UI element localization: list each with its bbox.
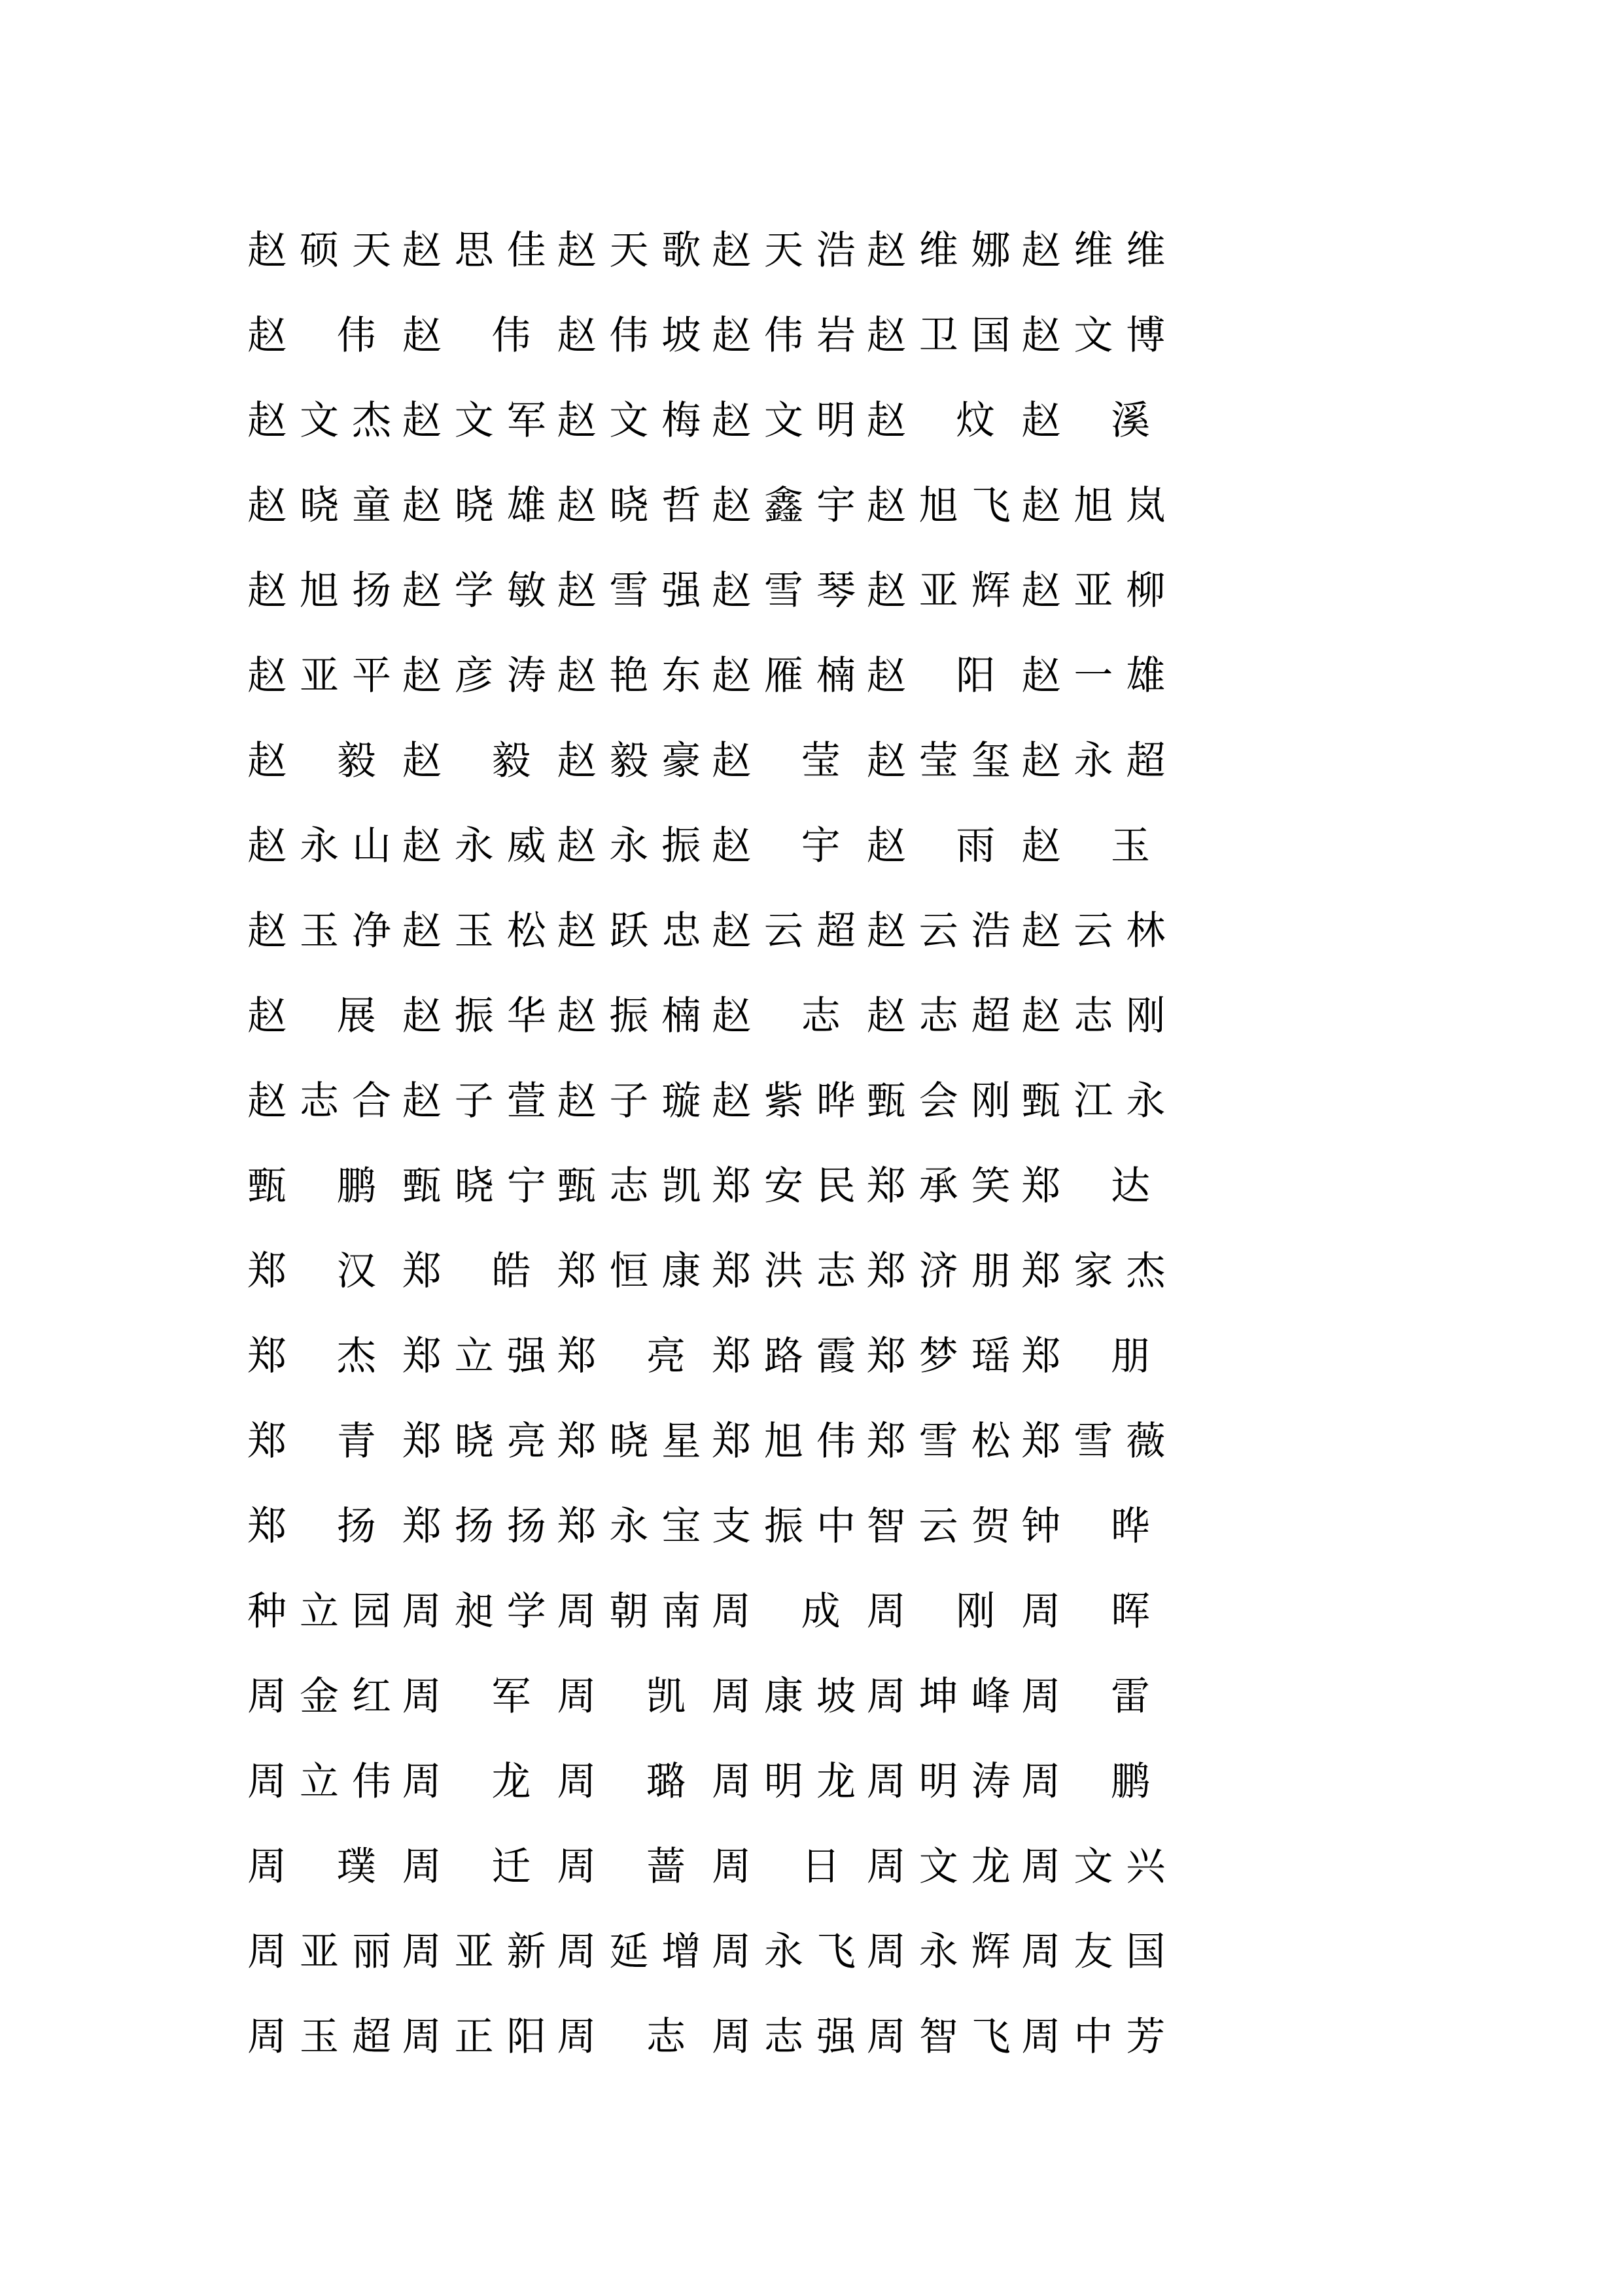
name-entry: 郑 扬 扬 [402,1504,546,1549]
name-entry: 郑 青 [247,1419,376,1464]
name-entry: 赵 文 明 [711,398,856,444]
name-entry: 赵 子 萱 [402,1078,546,1124]
name-entry: 周 志 强 [712,2014,856,2060]
name-entry: 周 友 国 [1021,1929,1166,1975]
name-row [247,1314,1176,1399]
name-entry: 郑 安 民 [711,1163,856,1209]
name-row [247,208,1176,293]
name-entry: 周 璞 [247,1844,376,1890]
name-entry: 周 智 飞 [866,2014,1011,2060]
name-entry: 赵 亚 柳 [1021,568,1166,614]
name-row [247,1484,1176,1569]
name-entry: 赵 伟 坡 [557,313,701,359]
name-entry: 赵 宇 [711,823,841,869]
name-entry: 郑 承 笑 [866,1163,1011,1209]
name-entry: 郑 晓 星 [557,1419,701,1464]
name-row [247,1144,1176,1229]
name-entry: 赵 学 敏 [402,568,546,614]
name-entry: 周 坤 峰 [866,1674,1011,1720]
name-entry: 周 凯 [557,1674,686,1720]
name-entry: 周 明 涛 [866,1759,1011,1805]
name-entry: 赵 晓 哲 [557,483,701,529]
name-entry: 钟 晔 [1021,1504,1150,1549]
name-entry: 周 康 坡 [712,1674,856,1720]
name-entry: 赵 天 浩 [712,228,856,274]
name-entry: 周 玉 超 [247,2014,391,2060]
name-row [247,974,1176,1059]
name-entry: 赵 晓 童 [247,483,391,529]
name-entry: 赵 跃 忠 [557,908,701,954]
name-entry: 赵 永 振 [557,823,701,869]
name-entry: 郑 雪 薇 [1021,1419,1166,1464]
name-entry: 赵 志 [711,993,841,1039]
name-entry: 周 军 [402,1674,531,1720]
name-row [247,718,1176,804]
name-row [247,463,1176,548]
name-entry: 赵 展 [247,993,376,1039]
name-entry: 赵 文 杰 [247,398,391,444]
name-entry: 赵 雪 琴 [712,568,856,614]
name-entry: 赵 文 博 [1021,313,1166,359]
name-entry: 周 文 兴 [1021,1844,1166,1890]
name-entry: 赵 亚 平 [247,653,391,699]
name-entry: 赵 永 山 [247,823,391,869]
name-row [247,889,1176,974]
name-entry: 赵 旭 扬 [247,568,391,614]
name-entry: 甄 江 永 [1021,1078,1166,1124]
name-entry: 赵 伟 [247,313,376,359]
name-entry: 赵 玉 松 [402,908,546,954]
name-entry: 赵 子 璇 [557,1078,701,1124]
name-entry: 郑 达 [1021,1163,1150,1209]
name-entry: 赵 文 梅 [557,398,701,444]
name-entry: 赵 志 超 [866,993,1011,1039]
name-entry: 种 立 园 [247,1589,391,1634]
name-entry: 赵 伟 [402,313,531,359]
name-entry: 周 永 飞 [712,1929,856,1975]
name-entry: 赵 亚 辉 [866,568,1011,614]
name-entry: 郑 晓 亮 [402,1419,546,1464]
name-entry: 赵 云 超 [712,908,856,954]
name-entry: 周 立 伟 [247,1759,391,1805]
name-entry: 赵 志 合 [247,1078,391,1124]
name-entry: 甄 志 凯 [557,1163,701,1209]
name-entry: 周 蔷 [557,1844,686,1890]
name-entry: 郑 杰 [247,1333,376,1379]
name-row [247,1824,1176,1909]
name-entry: 周 明 龙 [712,1759,856,1805]
name-entry: 赵 一 雄 [1021,653,1166,699]
name-entry: 赵 鑫 宇 [712,483,856,529]
name-entry: 赵 毅 豪 [557,738,701,784]
name-entry: 赵 永 超 [1021,738,1166,784]
name-entry: 赵 莹 玺 [866,738,1011,784]
name-list [247,208,1176,2079]
name-entry: 周 金 红 [247,1674,391,1720]
name-entry: 郑 皓 [402,1248,531,1294]
name-entry: 赵 天 歌 [557,228,701,274]
name-entry: 赵 晓 雄 [402,483,546,529]
name-row [247,1654,1176,1739]
name-entry: 周 刚 [866,1589,996,1634]
name-entry: 智 云 贺 [866,1504,1011,1549]
name-row [247,804,1176,889]
name-entry: 赵 阳 [866,653,996,699]
name-entry: 赵 玉 净 [247,908,391,954]
name-entry: 郑 路 霞 [712,1333,856,1379]
name-entry: 赵 雪 强 [557,568,701,614]
name-entry: 郑 朋 [1021,1333,1151,1379]
name-entry: 赵 文 军 [402,398,546,444]
name-row [247,1059,1176,1144]
name-entry: 郑 汉 [247,1248,376,1294]
name-entry: 赵 伟 岩 [712,313,856,359]
name-row [247,1909,1176,1994]
name-entry: 甄 晓 宁 [402,1163,546,1209]
name-entry: 赵 云 浩 [866,908,1011,954]
name-entry: 周 昶 学 [402,1589,546,1634]
name-entry: 赵 维 维 [1021,228,1166,274]
name-entry: 赵 艳 东 [557,653,701,699]
name-entry: 周 龙 [402,1759,531,1805]
name-entry: 郑 梦 瑶 [866,1333,1011,1379]
name-entry: 周 亚 丽 [247,1929,391,1975]
name-entry: 甄 鹏 [247,1163,376,1209]
name-entry: 周 晖 [1021,1589,1151,1634]
name-entry: 赵 毅 [402,738,531,784]
name-entry: 郑 立 强 [402,1333,546,1379]
name-entry: 赵 玉 [1021,823,1151,869]
name-row [247,633,1176,718]
name-entry: 支 振 中 [711,1504,856,1549]
name-entry: 周 雷 [1021,1674,1151,1720]
name-entry: 郑 旭 伟 [712,1419,856,1464]
name-entry: 周 延 增 [557,1929,701,1975]
name-entry: 周 亚 新 [402,1929,546,1975]
name-entry: 周 日 [712,1844,841,1890]
name-entry: 郑 永 宝 [557,1504,701,1549]
name-entry: 周 文 龙 [866,1844,1011,1890]
name-entry: 赵 维 娜 [866,228,1011,274]
name-entry: 赵 卫 国 [866,313,1011,359]
name-entry: 周 中 芳 [1021,2014,1166,2060]
name-row [247,293,1176,378]
name-entry: 郑 洪 志 [712,1248,856,1294]
name-entry: 赵 彦 涛 [402,653,546,699]
name-entry: 赵 炆 [866,398,996,444]
name-entry: 周 鹏 [1021,1759,1151,1805]
name-entry: 周 朝 南 [557,1589,701,1634]
name-entry: 周 迁 [402,1844,531,1890]
name-entry: 赵 紫 晔 [712,1078,856,1124]
name-entry: 周 正 阳 [402,2014,546,2060]
name-row [247,1739,1176,1824]
name-entry: 赵 旭 飞 [866,483,1011,529]
name-row [247,1569,1176,1654]
name-entry: 郑 扬 [247,1504,376,1549]
name-entry: 甄 会 刚 [866,1078,1011,1124]
name-entry: 赵 振 楠 [557,993,701,1039]
name-entry: 周 璐 [557,1759,686,1805]
name-entry: 赵 旭 岚 [1021,483,1166,529]
name-entry: 赵 莹 [712,738,841,784]
name-entry: 郑 济 朋 [866,1248,1011,1294]
name-entry: 赵 志 刚 [1021,993,1166,1039]
name-entry: 周 志 [557,2014,686,2060]
name-entry: 周 成 [711,1589,841,1634]
name-row [247,1399,1176,1484]
name-entry: 赵 溪 [1021,398,1150,444]
name-row [247,1994,1176,2079]
name-entry: 赵 云 林 [1021,908,1166,954]
name-entry: 赵 振 华 [402,993,546,1039]
name-entry: 赵 毅 [247,738,376,784]
name-row [247,378,1176,463]
name-entry: 郑 家 杰 [1021,1248,1166,1294]
name-entry: 赵 思 佳 [402,228,546,274]
name-entry: 赵 永 威 [402,823,546,869]
name-entry: 周 永 辉 [866,1929,1011,1975]
name-entry: 郑 恒 康 [557,1248,701,1294]
name-row [247,548,1176,633]
name-entry: 赵 雁 楠 [711,653,856,699]
name-entry: 郑 亮 [557,1333,686,1379]
name-entry: 赵 雨 [866,823,996,869]
name-entry: 郑 雪 松 [866,1419,1011,1464]
name-row [247,1229,1176,1314]
name-entry: 赵 硕 天 [247,228,391,274]
